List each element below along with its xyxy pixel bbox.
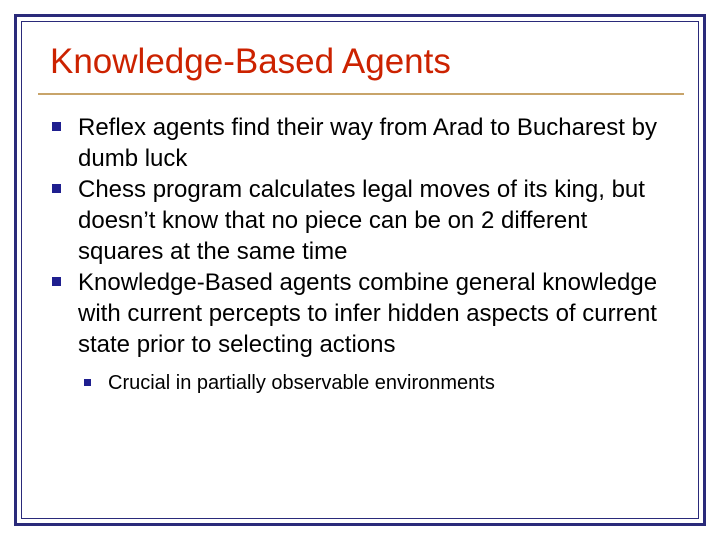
square-bullet-icon — [52, 122, 61, 131]
sub-bullet-text: Crucial in partially observable environments — [108, 372, 495, 394]
title-underline — [38, 93, 684, 95]
bullet-text: Chess program calculates legal moves of its king, but doesn’t know that no piece can be on 2 different squares at the same time — [78, 176, 645, 265]
slide-title: Knowledge-Based Agents — [50, 42, 451, 81]
square-bullet-icon — [52, 184, 61, 193]
bullet-item — [52, 174, 672, 267]
bullet-list — [52, 112, 672, 396]
sub-bullet-list — [78, 370, 672, 396]
sub-bullet-item — [78, 370, 672, 396]
bullet-text: Reflex agents find their way from Arad to Bucharest by dumb luck — [78, 114, 657, 172]
bullet-item — [52, 112, 672, 174]
bullet-item — [52, 267, 672, 396]
square-sub-bullet-icon — [84, 379, 91, 386]
square-bullet-icon — [52, 277, 61, 286]
bullet-text: Knowledge-Based agents combine general knowledge with current percepts to infer hidden aspects of current state prior to selecting actions — [78, 269, 658, 358]
